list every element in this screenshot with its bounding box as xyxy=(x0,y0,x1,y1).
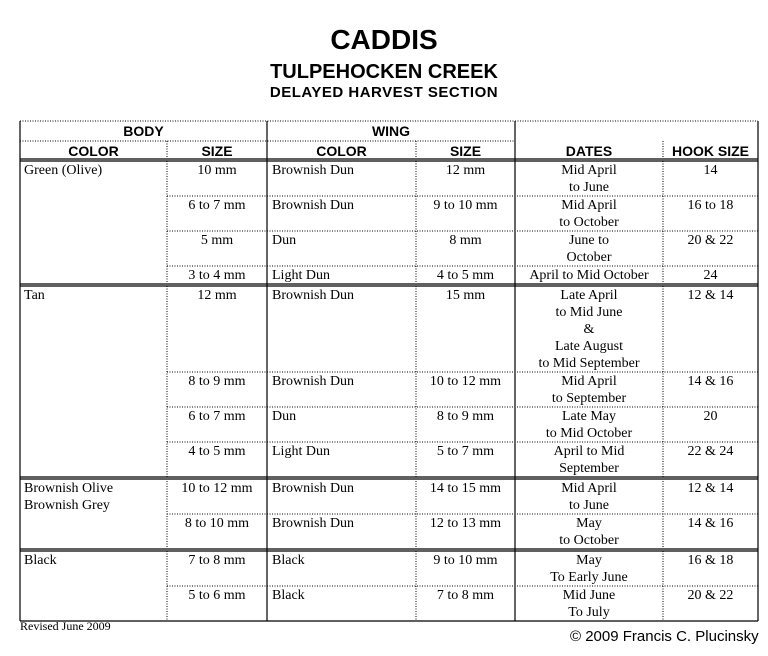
revised-note: Revised June 2009 xyxy=(20,619,111,633)
dates-cell: Mid April to September xyxy=(551,374,627,406)
wing-color-cell: Black xyxy=(272,553,305,568)
body-color-cell: Tan xyxy=(24,288,45,303)
dates-cell: Late May to Mid October xyxy=(545,409,633,441)
wing-size-cell: 15 mm xyxy=(445,288,486,303)
body-size-cell: 8 to 10 mm xyxy=(184,516,250,531)
dates-header: DATES xyxy=(565,143,613,159)
body-size-header: SIZE xyxy=(201,143,233,159)
wing-color-cell: Brownish Dun xyxy=(272,374,355,389)
section-title: DELAYED HARVEST SECTION xyxy=(269,84,499,101)
wing-size-cell: 10 to 12 mm xyxy=(429,374,502,389)
wing-size-cell: 5 to 7 mm xyxy=(436,444,495,459)
wing-color-cell: Brownish Dun xyxy=(272,198,355,213)
body-color-cell: Green (Olive) xyxy=(24,163,103,178)
wing-size-cell: 14 to 15 mm xyxy=(429,481,502,496)
wing-color-cell: Brownish Dun xyxy=(272,288,355,303)
dates-cell: Mid April to June xyxy=(561,481,617,513)
wing-color-cell: Dun xyxy=(272,233,297,248)
body-size-cell: 6 to 7 mm xyxy=(188,409,246,424)
body-size-cell: 12 mm xyxy=(197,288,237,303)
wing-group-header: WING xyxy=(371,123,411,139)
wing-color-header: COLOR xyxy=(316,143,367,159)
body-size-cell: 5 to 6 mm xyxy=(188,588,246,603)
hook-size-cell: 14 & 16 xyxy=(687,374,734,389)
hook-size-cell: 20 & 22 xyxy=(687,588,734,603)
dates-cell: Mid April to October xyxy=(559,198,619,230)
body-size-cell: 5 mm xyxy=(200,233,234,248)
dates-cell: Late April to Mid June & Late August to Mid September xyxy=(538,288,640,371)
page-subtitle: TULPEHOCKEN CREEK xyxy=(270,61,498,83)
wing-size-cell: 12 to 13 mm xyxy=(429,516,502,531)
body-color-cell: Black xyxy=(24,553,57,568)
body-color-cell: Brownish Olive Brownish Grey xyxy=(24,481,114,513)
wing-size-cell: 8 mm xyxy=(449,233,482,248)
dates-cell: April to Mid October xyxy=(529,268,649,283)
wing-size-cell: 4 to 5 mm xyxy=(436,268,495,283)
body-size-cell: 4 to 5 mm xyxy=(188,444,246,459)
body-size-cell: 10 to 12 mm xyxy=(181,481,253,496)
wing-size-cell: 7 to 8 mm xyxy=(436,588,495,603)
hook-size-cell: 24 xyxy=(703,268,718,283)
copyright-note: © 2009 Francis C. Plucinsky xyxy=(570,628,759,645)
body-color-header: COLOR xyxy=(68,143,119,159)
hook-size-cell: 12 & 14 xyxy=(687,481,734,496)
dates-cell: June to October xyxy=(566,233,612,265)
wing-size-cell: 12 mm xyxy=(445,163,486,178)
dates-cell: Mid April to June xyxy=(561,163,617,195)
dates-cell: Mid June To July xyxy=(562,588,616,620)
body-size-cell: 7 to 8 mm xyxy=(188,553,246,568)
hook-size-cell: 20 xyxy=(703,409,718,424)
body-size-cell: 3 to 4 mm xyxy=(188,268,246,283)
wing-color-cell: Black xyxy=(272,588,305,603)
dates-cell: May to October xyxy=(559,516,619,548)
wing-color-cell: Brownish Dun xyxy=(272,516,355,531)
body-size-cell: 10 mm xyxy=(197,163,237,178)
hook-size-cell: 14 & 16 xyxy=(687,516,734,531)
body-size-cell: 8 to 9 mm xyxy=(188,374,246,389)
hook-size-cell: 16 to 18 xyxy=(687,198,734,213)
body-group-header: BODY xyxy=(123,123,164,139)
wing-color-cell: Light Dun xyxy=(272,444,330,459)
body-size-cell: 6 to 7 mm xyxy=(188,198,246,213)
wing-color-cell: Brownish Dun xyxy=(272,163,355,178)
hook-size-cell: 20 & 22 xyxy=(687,233,734,248)
hook-size-header: HOOK SIZE xyxy=(671,143,749,159)
wing-size-cell: 9 to 10 mm xyxy=(433,553,498,568)
wing-color-cell: Light Dun xyxy=(272,268,330,283)
hook-size-cell: 16 & 18 xyxy=(687,553,734,568)
wing-size-cell: 8 to 9 mm xyxy=(436,409,495,424)
wing-color-cell: Brownish Dun xyxy=(272,481,355,496)
dates-cell: May To Early June xyxy=(550,553,628,585)
hook-size-cell: 22 & 24 xyxy=(687,444,734,459)
wing-size-header: SIZE xyxy=(449,143,482,159)
hook-size-cell: 12 & 14 xyxy=(687,288,734,303)
wing-size-cell: 9 to 10 mm xyxy=(433,198,498,213)
hook-size-cell: 14 xyxy=(703,163,718,178)
dates-cell: April to Mid September xyxy=(553,444,625,476)
page-title: CADDIS xyxy=(330,24,438,55)
wing-color-cell: Dun xyxy=(272,409,297,424)
